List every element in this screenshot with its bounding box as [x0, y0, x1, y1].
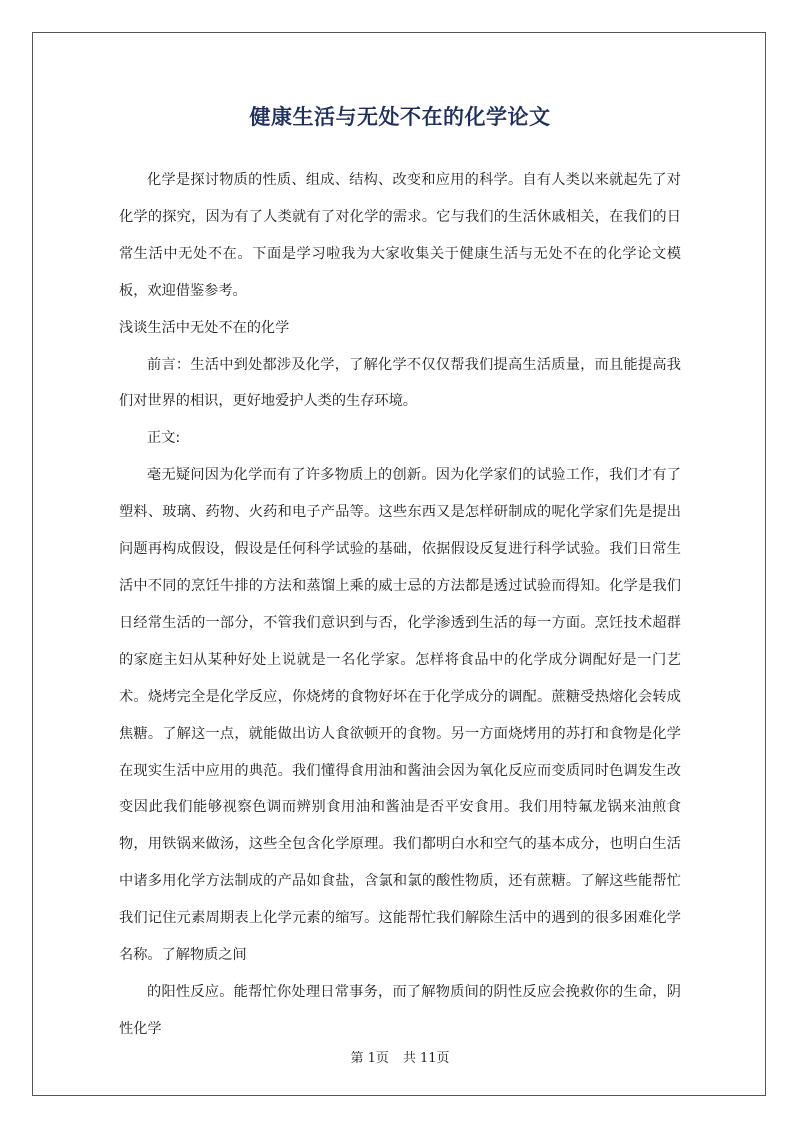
paragraph-main: 毫无疑问因为化学而有了许多物质上的创新。因为化学家们的试验工作，我们才有了塑料、玻璃、药物、火药和电子产品等。这些东西又是怎样研制成的呢化学家们先是提出问题再构成假设，假设是任何科学试验的基础，依据假设反复进行科学试验。我们日常生活中不同的烹饪牛排的方法和蒸馏上乘的威士忌的方法都是透过试验而得知。化学是我们日经常生活的一部分，不管我们意识到与否，化学渗透到生活的每一方面。烹饪技术超群的家庭主妇从某种好处上说就是一名化学家。怎样将食品中的化学成分调配好是一门艺术。烧烤完全是化学反应，你烧烤的食物好坏在于化学成分的调配。蔗糖受热熔化会转成焦糖。了解这一点，就能做出访人食欲顿开的食物。另一方面烧烤用的苏打和食物是化学在现实生活中应用的典范。我们懂得食用油和酱油会因为氧化反应而变质同时色调发生改变因此我们能够视察色调而辨别食用油和酱油是否平安食用。我们用特氟龙锅来油煎食物，用铁锅来做汤，这些全包含化学原理。我们都明白水和空气的基本成分，也明白生活中诸多用化学方法制成的产品如食盐，含氯和氯的酸性物质，还有蔗糖。了解这些能帮忙我们记住元素周期表上化学元素的缩写。这能帮忙我们解除生活中的遇到的很多困难化学名称。了解物质之间 [119, 467, 681, 964]
page-total: 共 11页 [402, 1051, 450, 1066]
paragraph-subtitle: 浅谈生活中无处不在的化学 [119, 319, 290, 336]
paragraph-preface: 前言：生活中到处都涉及化学，了解化学不仅仅帮我们提高生活质量，而且能提高我们对世界的相识，更好地爱护人类的生存环境。 [119, 356, 681, 410]
document-body [119, 162, 681, 1048]
page-number: 第 1页 [350, 1051, 389, 1066]
paragraph-body-label: 正文: [147, 430, 181, 447]
document-title: 健康生活与无处不在的化学论文 [249, 105, 551, 129]
page-footer [0, 1047, 800, 1066]
paragraph-intro: 化学是探讨物质的性质、组成、结构、改变和应用的科学。自有人类以来就起先了对化学的探究，因为有了人类就有了对化学的需求。它与我们的生活休戚相关，在我们的日常生活中无处不在。下面是学习啦我为大家收集关于健康生活与无处不在的化学论文模板，欢迎借鉴参考。 [119, 172, 681, 299]
paragraph-continuation: 的阳性反应。能帮忙你处理日常事务，而了解物质间的阴性反应会挽救你的生命，阴性化学 [119, 983, 681, 1037]
